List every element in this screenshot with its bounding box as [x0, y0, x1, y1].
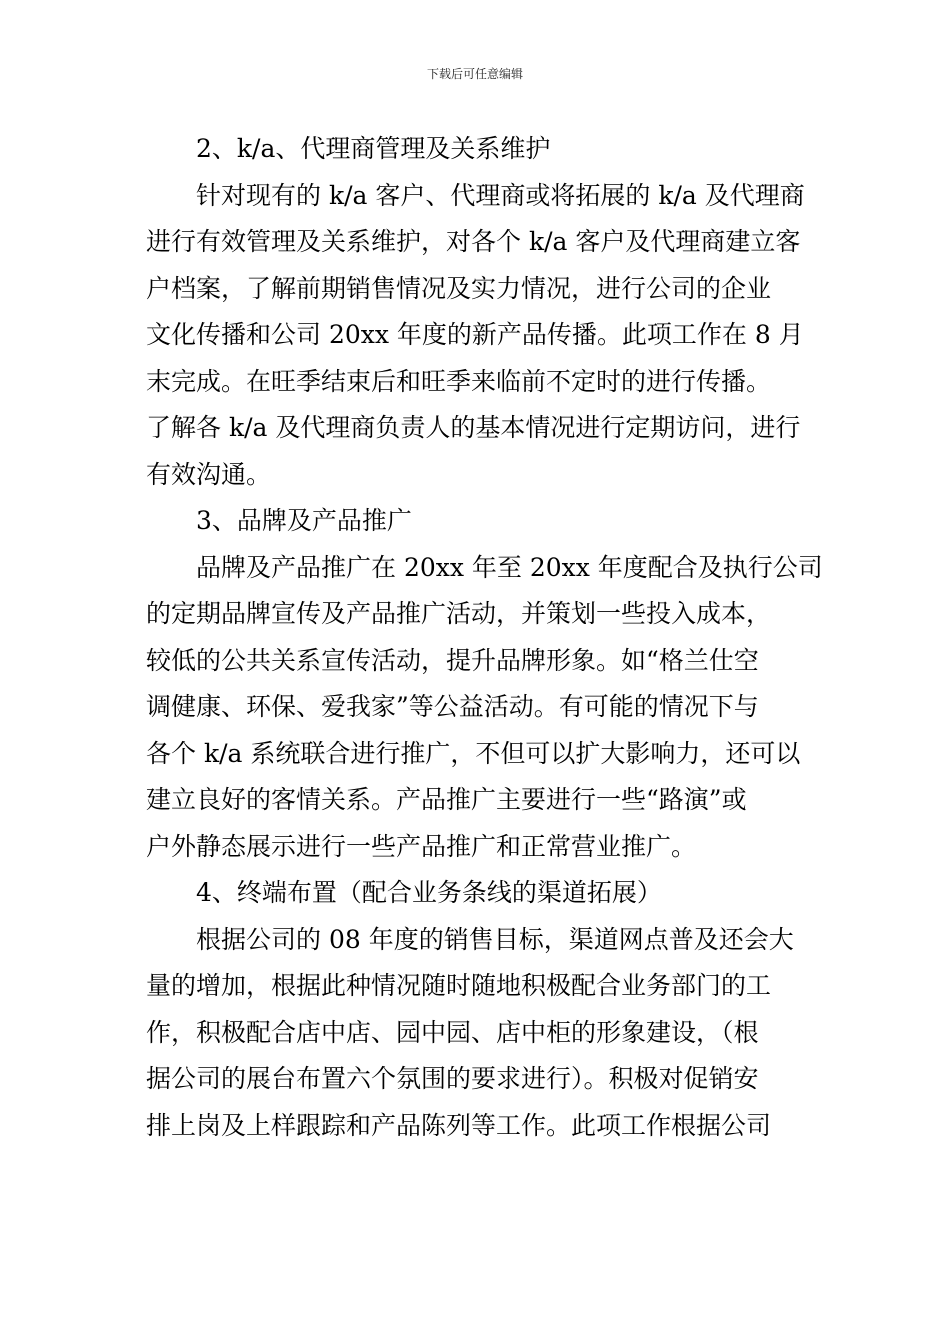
- text-line: 进行有效管理及关系维护，对各个 k/a 客户及代理商建立客: [146, 227, 801, 256]
- text-line: 据公司的展台布置六个氛围的要求进行）。积极对促销安: [146, 1064, 759, 1093]
- text-line: 有效沟通。: [146, 459, 272, 489]
- text-line: 品牌及产品推广在 20xx 年至 20xx 年度配合及执行公司: [196, 552, 823, 582]
- text-line: 排上岗及上样跟踪和产品陈列等工作。此项工作根据公司: [146, 1110, 772, 1140]
- text-line: 户外静态展示进行一些产品推广和正常营业推广。: [146, 831, 697, 861]
- text-line: 建立良好的客情关系。产品推广主要进行一些“路演”或: [146, 785, 747, 814]
- page-header: 下载后可任意编辑: [426, 67, 523, 81]
- document-body: [146, 128, 823, 1151]
- text-line: 作，积极配合店中店、园中园、店中柜的形象建设，（根: [146, 1017, 759, 1047]
- text-line: 3、品牌及产品推广: [196, 506, 412, 535]
- text-line: 4、终端布置（配合业务条线的渠道拓展）: [196, 878, 662, 907]
- text-line: 较低的公共关系宣传活动，提升品牌形象。如“格兰仕空: [146, 645, 759, 675]
- text-line: 根据公司的 08 年度的销售目标，渠道网点普及还会大: [196, 924, 794, 954]
- text-line: 各个 k/a 系统联合进行推广，不但可以扩大影响力，还可以: [146, 738, 801, 768]
- text-line: 针对现有的 k/a 客户、代理商或将拓展的 k/a 及代理商: [196, 180, 805, 210]
- text-line: 了解各 k/a 及代理商负责人的基本情况进行定期访问，进行: [146, 413, 801, 442]
- text-line: 的定期品牌宣传及产品推广活动，并策划一些投入成本，: [146, 599, 772, 628]
- text-line: 文化传播和公司 20xx 年度的新产品传播。此项工作在 8 月: [146, 320, 804, 349]
- text-line: 末完成。在旺季结束后和旺季来临前不定时的进行传播。: [146, 366, 772, 396]
- text-line: 户档案，了解前期销售情况及实力情况，进行公司的企业: [146, 273, 772, 303]
- text-line: 2、k/a、代理商管理及关系维护: [196, 134, 551, 163]
- text-line: 量的增加，根据此种情况随时随地积极配合业务部门的工: [146, 971, 772, 1000]
- text-line: 调健康、环保、爱我家”等公益活动。有可能的情况下与: [146, 692, 759, 721]
